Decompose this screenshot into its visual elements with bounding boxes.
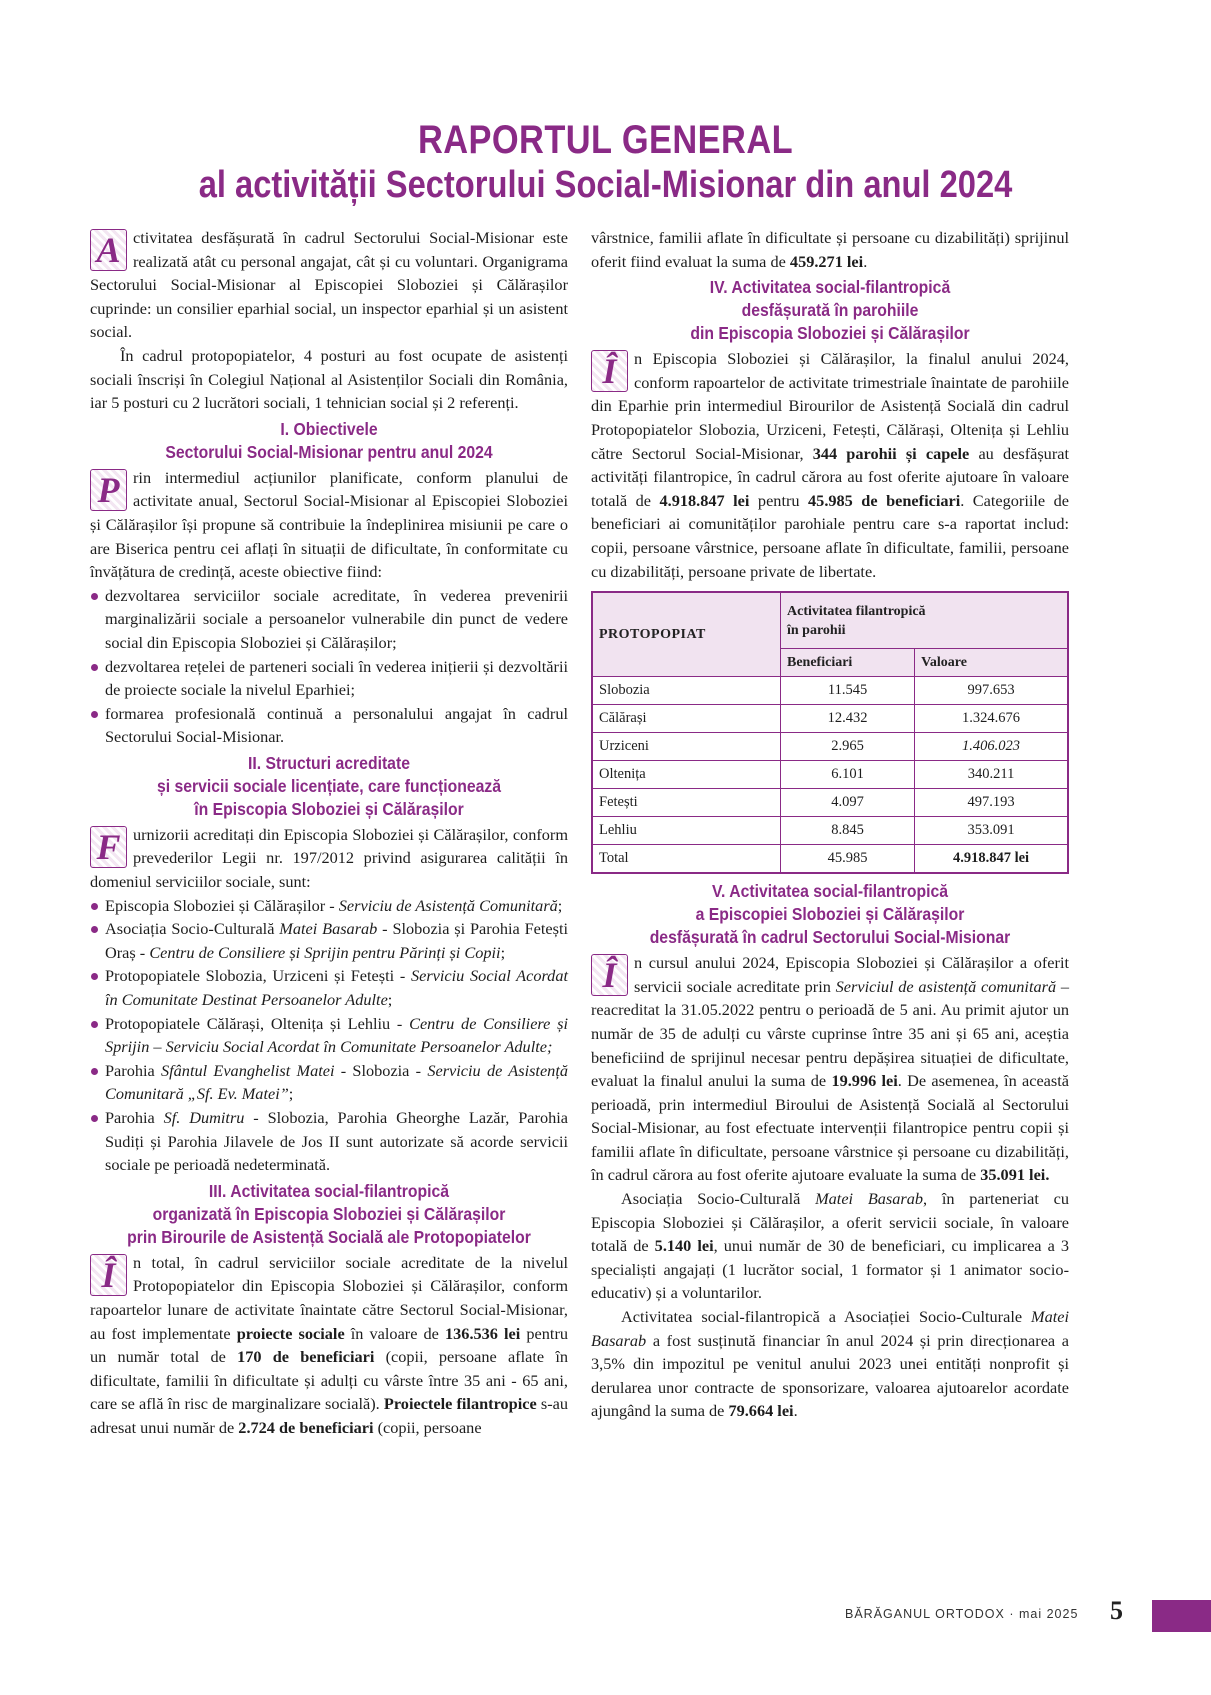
list-item: dezvoltarea serviciilor sociale acreditate, în vederea prevenirii marginalizării sociale a persoanelor vulnerabile din punct de vedere social din Episcopia Sloboziei și Călărașilor; bbox=[90, 584, 568, 655]
section-1-heading: I. Obiectivele Sectorului Social-Misionar pentru anul 2024 bbox=[165, 418, 493, 462]
left-column bbox=[90, 226, 568, 1440]
drop-cap-i: Î bbox=[591, 350, 628, 392]
list-item: Parohia Sfântul Evanghelist Matei - Slobozia - Serviciu de Asistență Comunitară „Sf. Ev. Matei”; bbox=[90, 1059, 568, 1106]
list-item: Parohia Sf. Dumitru - Slobozia, Parohia Gheorghe Lazăr, Parohia Sudiți și Parohia Jilavele de Jos II sunt autorizate să acorde servicii sociale pe perioadă nedeterminată. bbox=[90, 1106, 568, 1177]
table-row: Slobozia 11.545 997.653 bbox=[592, 677, 1068, 705]
continuation-paragraph: vârstnice, familii aflate în dificultate și persoane cu dizabilități) sprijinul oferit fiind evaluat la suma de 459.271 lei. bbox=[591, 228, 1069, 271]
table-row: Fetești 4.097 497.193 bbox=[592, 789, 1068, 817]
title-line-1: RAPORTUL GENERAL bbox=[417, 118, 794, 162]
providers-list bbox=[90, 894, 568, 1177]
section-3-text: Î n total, în cadrul serviciilor sociale acreditate de la nivelul Protopopiatelor din Episcopia Sloboziei și Călărașilor, conform rapoartelor lunare de activitate înaintate către Sectorul Social-Misionar, au fost implementate proiecte sociale în valoare de 136.536 lei pentru un număr total de 170 de beneficiari (copii, persoane aflate în dificultate, familii în dificultate și adulți cu vârste între 35 ani - 65 ani, care se află în risc de marginalizare socială). Proiectele filantropice s-au adresat unui număr de 2.724 de beneficiari (copii, persoane bbox=[90, 1252, 569, 1437]
drop-cap-p: P bbox=[90, 469, 127, 511]
table-row: Urziceni 2.965 1.406.023 bbox=[592, 733, 1068, 761]
page-number: 5 bbox=[1110, 1596, 1123, 1625]
drop-cap-i: Î bbox=[591, 954, 628, 996]
section-3-heading: III. Activitatea social-filantropică organizată în Episcopia Sloboziei și Călărașilor prin Birourile de Asistență Socială ale Protopopiatelor bbox=[127, 1180, 531, 1247]
col-header-beneficiari: Beneficiari bbox=[781, 649, 915, 677]
list-item: formarea profesională continuă a personalului angajat în cadrul Sectorului Social-Misionar. bbox=[90, 702, 568, 749]
section-5-heading: V. Activitatea social-filantropică a Episcopiei Sloboziei și Călărașilor desfășurată în cadrul Sectorului Social-Misionar bbox=[649, 881, 1011, 948]
list-item: Asociația Socio-Culturală Matei Basarab - Slobozia și Parohia Fetești Oraș - Centru de Consiliere și Sprijin pentru Părinți și Copii; bbox=[90, 917, 568, 964]
objectives-list bbox=[90, 584, 568, 749]
list-item: Protopopiatele Slobozia, Urziceni și Fetești - Serviciu Social Acordat în Comunitate Destinat Persoanelor Adulte; bbox=[90, 964, 568, 1011]
parishes-table bbox=[591, 591, 1069, 874]
section-2-text: F urnizorii acreditați din Episcopia Sloboziei și Călărașilor, conform prevederilor Legii nr. 197/2012 privind asigurarea calității în domeniul serviciilor sociale, sunt: bbox=[90, 824, 568, 892]
title-line-2: al activității Sectorului Social-Misionar din anul 2024 bbox=[198, 164, 1013, 206]
intro-paragraph-2: În cadrul protopopiatelor, 4 posturi au fost ocupate de asistenți sociali înscriși în Colegiul Național al Asistenților Sociali din România, iar 5 posturi cu 2 lucrători sociali, 1 tehnician social și 2 referenți. bbox=[90, 345, 568, 413]
section-5-text: Î n cursul anului 2024, Episcopia Sloboziei și Călărașilor a oferit servicii sociale acreditate prin Serviciul de asistență comunitară – reacreditat la 31.05.2022 pentru o perioadă de 5 ani. Au primit ajutor un număr de 35 de adulți cu vârste cuprinse între 35 ani și 65 ani, aceștia beneficiind de sprijinul necesar pentru depășirea situației de dificultate, evaluat la finalul anului la suma de 19.996 lei. De asemenea, în această perioadă, prin intermediul Biroului de Asistență Socială al Sectorului Social-Misionar, au fost efectuate intervenții filantropice pentru copii și familii aflate în dificultate, persoane vârstnice și persoane cu dizabilități, în cadrul cărora au fost oferite ajutoare evaluate la suma de 35.091 lei. bbox=[591, 953, 1070, 1185]
section-1-text: P rin intermediul acțiunilor planificate, conform planului de activitate anual, Sectorul Social-Misionar al Episcopiei Sloboziei și Călărașilor își propune să contribuie la îndeplinirea misiunii pe care o are Biserica pentru cei aflați în situații de dificultate, în conformitate cu învățătura de credință, aceste obiective fiind: bbox=[90, 467, 568, 582]
col-header-protopopiat: PROTOPOPIAT bbox=[592, 592, 781, 677]
list-item: dezvoltarea rețelei de parteneri sociali în vederea inițierii și dezvoltării de proiecte sociale la nivelul Eparhiei; bbox=[90, 655, 568, 702]
section-4-heading: IV. Activitatea social-filantropică desfășurată în parohiile din Episcopia Sloboziei și Călărașilor bbox=[690, 277, 970, 344]
section-4-text: Î n Episcopia Sloboziei și Călărașilor, la finalul anului 2024, conform rapoartelor de activitate trimestriale înaintate de parohiile din Eparhie prin intermediul Birourilor de Asistență Socială din cadrul Protopopiatelor Slobozia, Urziceni, Fetești, Călărași, Oltenița și Lehliu către Sectorul Social-Misionar, 344 parohii și capele au desfășurat activități filantropice, în cadrul cărora au fost oferite ajutoare în valoare totală de 4.918.847 lei pentru 45.985 de beneficiari. Categoriile de beneficiari ai comunităților parohiale pentru care s-a raportat includ: copii, persoane vârstnice, persoane aflate în dificultate, familii, persoane cu dizabilități, persoane private de libertate. bbox=[591, 349, 1070, 581]
drop-cap-a: A bbox=[90, 229, 127, 271]
drop-cap-i: Î bbox=[90, 1254, 127, 1296]
section-2-heading: II. Structuri acreditate și servicii sociale licențiate, care funcționează în Episcopia Sloboziei și Călărașilor bbox=[156, 752, 502, 819]
table-row: Oltenița 6.101 340.211 bbox=[592, 761, 1068, 789]
table-row: Lehliu 8.845 353.091 bbox=[592, 817, 1068, 845]
section-5-paragraph-3: Activitatea social-filantropică a Asociației Socio-Culturale Matei Basarab a fost susținută financiar în anul 2024 și prin direcționarea a 3,5% din impozitul pe venitul anului 2023 unei entități nonprofit și derularea unor contracte de sponsorizare, valoarea ajutoarelor acordate ajungând la suma de 79.664 lei. bbox=[591, 1307, 1069, 1421]
table-total-row: Total 45.985 4.918.847 lei bbox=[592, 845, 1068, 874]
right-column bbox=[591, 226, 1069, 1423]
page-accent-bar bbox=[1152, 1600, 1211, 1632]
col-group-header: Activitatea filantropică în parohii bbox=[781, 592, 1069, 649]
page-title bbox=[85, 118, 1126, 208]
list-item: Protopopiatele Călărași, Oltenița și Lehliu - Centru de Consiliere și Sprijin – Serviciu Social Acordat în Comunitate Persoanelor Adulte; bbox=[90, 1012, 568, 1059]
drop-cap-f: F bbox=[90, 826, 127, 868]
section-5-paragraph-2: Asociația Socio-Culturală Matei Basarab, în parteneriat cu Episcopia Sloboziei și Călărașilor, a oferit servicii sociale, în valoare totală de 5.140 lei, unui număr de 30 de beneficiari, cu implicarea a 3 specialiști angajați (1 lucrător social, 1 formator și 1 animator socio-educativ) și a voluntarilor. bbox=[591, 1189, 1070, 1303]
footer-publication: BĂRĂGANUL ORTODOX · mai 2025 bbox=[845, 1607, 1079, 1621]
table-row: Călărași 12.432 1.324.676 bbox=[592, 705, 1068, 733]
col-header-valoare: Valoare bbox=[915, 649, 1068, 677]
intro-paragraph-1: A ctivitatea desfășurată în cadrul Sectorului Social-Misionar este realizată atât cu personal angajat, cât și cu voluntari. Organigrama Sectorului Social-Misionar al Episcopiei Sloboziei și Călărașilor cuprinde: un consilier eparhial social, un inspector eparhial și un asistent social. bbox=[90, 228, 568, 342]
list-item: Episcopia Sloboziei și Călărașilor - Serviciu de Asistență Comunitară; bbox=[90, 894, 568, 918]
